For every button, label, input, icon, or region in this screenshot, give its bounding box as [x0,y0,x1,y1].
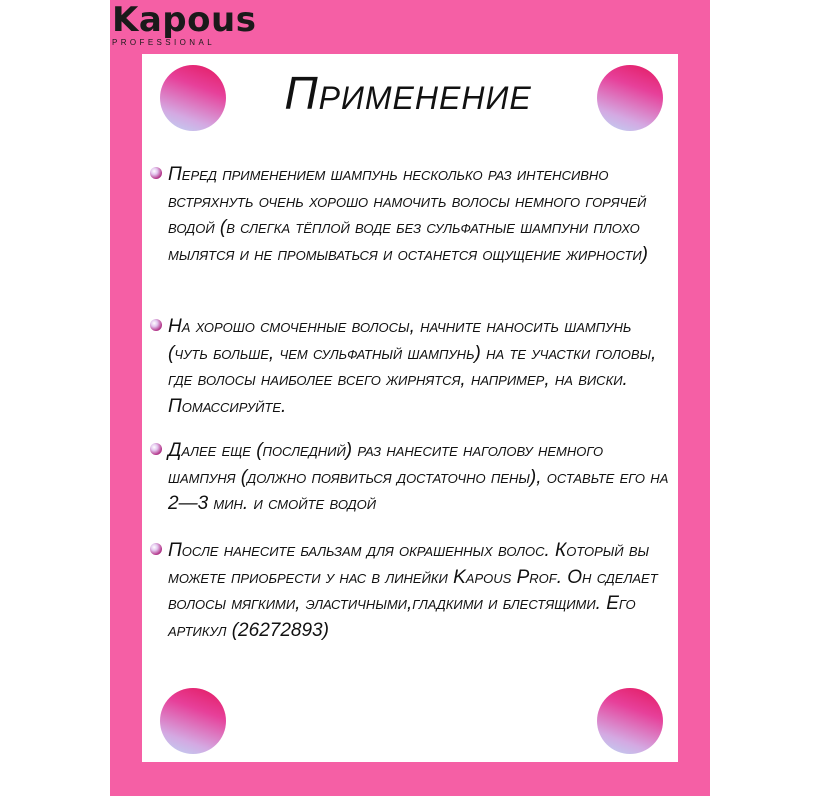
page-title: Применение [284,67,532,119]
instruction-text: На хорошо смоченные волосы, начните наносить шампунь (чуть больше, чем сульфатный шампунь) на те участки головы, где волосы наиболее всего жирнятся, например, на виски. Помассируйте. [168,316,657,417]
brand-name: Kapous [112,0,257,40]
instruction-item [150,438,670,518]
instruction-text: Перед применением шампунь несколько раз интенсивно встряхнуть очень хорошо намочить волосы немного горячей водой (в слегка тёплой воде без сульфатные шампуни плохо мылятся и не промываться и останется ощущение жирности) [168,164,649,265]
brand-logo [112,0,262,47]
instruction-item [150,538,670,644]
bullet-icon [150,543,162,555]
bullet-icon [150,167,162,179]
instruction-text: Далее еще (последний) раз нанесите наголову немного шампуня (должно появиться достаточно пены), оставьте его на 2—3 мин. и смойте водой [168,440,669,514]
instruction-item [150,162,670,268]
decor-ball-icon [160,65,226,131]
decor-ball-icon [160,688,226,754]
decor-ball-icon [597,688,663,754]
decor-ball-icon [597,65,663,131]
brand-subtitle: PROFESSIONAL [112,38,216,47]
bullet-icon [150,443,162,455]
bullet-icon [150,319,162,331]
instruction-text: После нанесите бальзам для окрашенных волос. Который вы можете приобрести у нас в линейки Kapous Prof. Он сделает волосы мягкими, эластичными,гладкими и блестящими. Его артикул (26272893) [168,540,658,641]
instruction-item [150,314,670,420]
